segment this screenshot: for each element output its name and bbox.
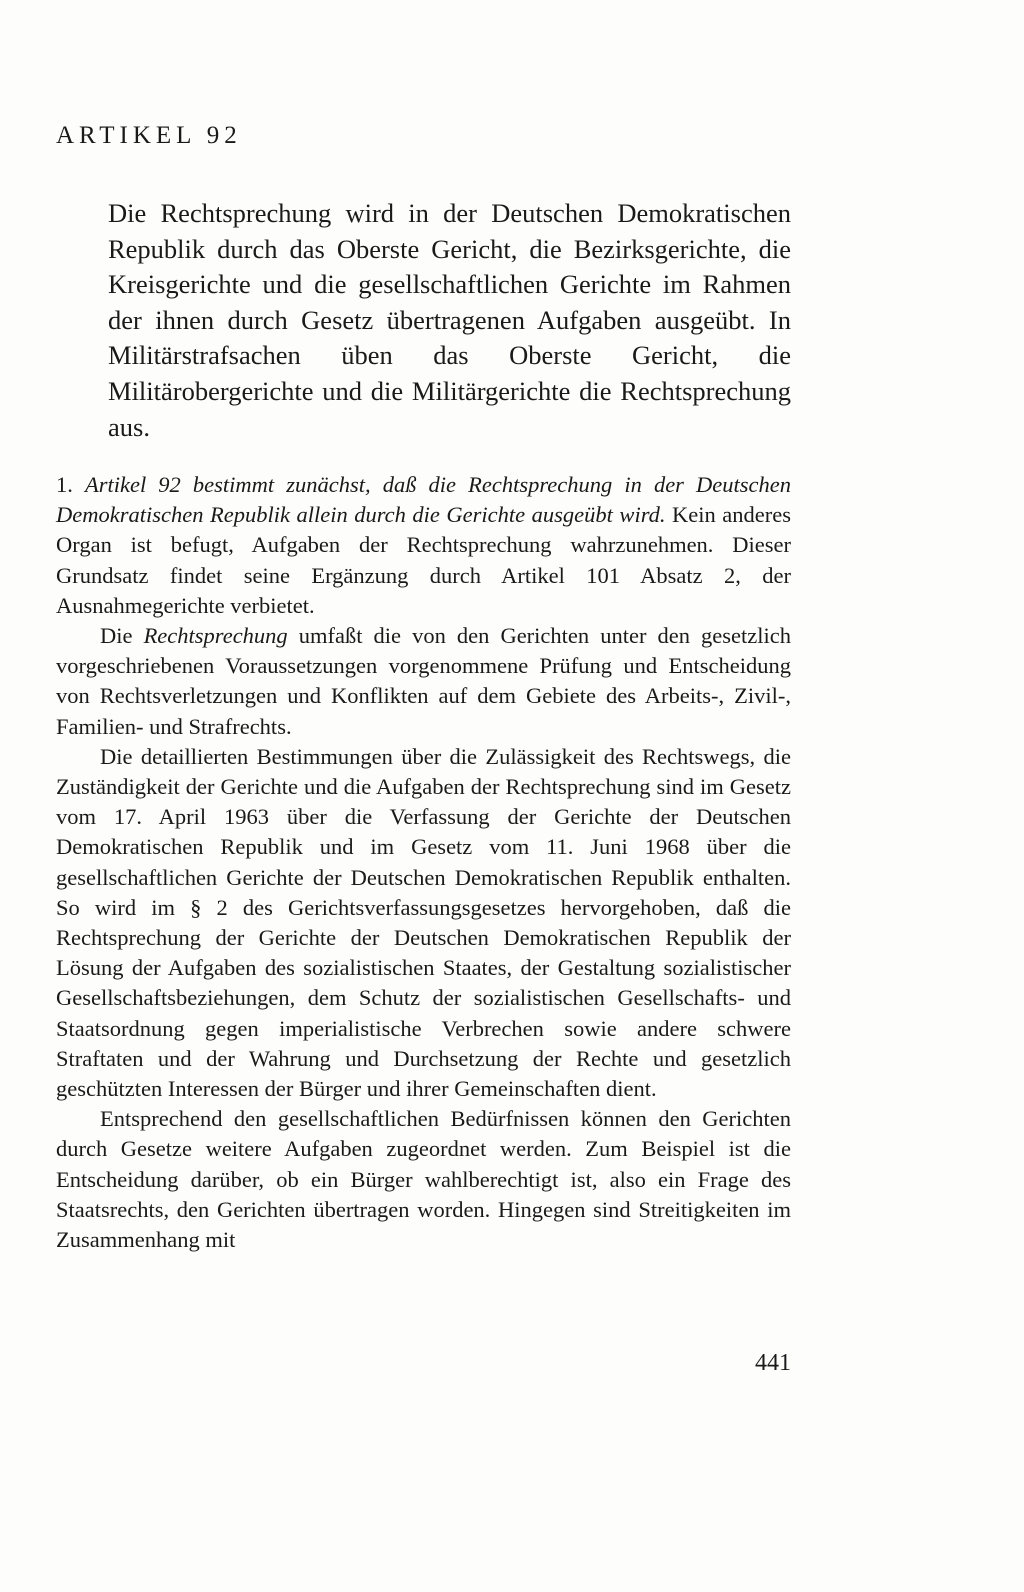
emphasized-text: Artikel 92 bestimmt zunächst, daß die Rechtsprechung in der Deutschen Demokratischen Republik allein durch die Gerichte ausgeübt wird. (56, 472, 792, 528)
paragraph-text: Die (100, 623, 133, 649)
paragraph-text: umfaßt die von den Gerichten unter den gesetzlich vorgeschriebenen Voraussetzungen vorgenommene Prüfung und Entscheidung von Rechtsverletzungen und Konflikten auf dem Gebiete des Arbeits-, Zivil-, Familien- und Strafrechts. (56, 623, 791, 739)
article-heading: ARTIKEL 92 (56, 122, 242, 149)
commentary-paragraph-2 (56, 621, 791, 742)
page-number: 441 (755, 1350, 791, 1376)
emphasized-text: Rechtsprechung (143, 623, 288, 649)
commentary-paragraph-3: Die detaillierten Bestimmungen über die Zulässigkeit des Rechtswegs, die Zuständigkeit der Gerichte und die Aufgaben der Rechtsprechung sind im Gesetz vom 17. April 1963 über die Verfassung der Gerichte der Deutschen Demokratischen Republik und im Gesetz vom 11. Juni 1968 über die gesellschaftlichen Gerichte der Deutschen Demokratischen Republik enthalten. So wird im § 2 des Gerichtsverfassungsgesetzes hervorgehoben, daß die Rechtsprechung der Gerichte der Deutschen Demokratischen Republik der Lösung der Aufgaben des sozialistischen Staates, der Gestaltung sozialistischer Gesellschaftsbeziehungen, dem Schutz der sozialistischen Gesellschafts- und Staatsordnung gegen imperialistische Verbrechen sowie andere schwere Straftaten und der Wahrung und Durchsetzung der Rechte und gesetzlich geschützten Interessen der Bürger und ihrer Gemeinschaften dient. (56, 743, 791, 1102)
commentary-paragraph-1 (56, 470, 791, 621)
article-body: Die Rechtsprechung wird in der Deutschen Demokratischen Republik durch das Oberste Gericht, die Bezirksgerichte, die Kreisgerichte und die gesellschaftlichen Gerichte im Rahmen der ihnen durch Gesetz übertragenen Aufgaben ausgeübt. In Militärstrafsachen üben das Oberste Gericht, die Militärobergerichte und die Militärgerichte die Rechtsprechung aus. (108, 198, 791, 442)
commentary-paragraph-4: Entsprechend den gesellschaftlichen Bedürfnissen können den Gerichten durch Gesetze weitere Aufgaben zugeordnet werden. Zum Beispiel ist die Entscheidung darüber, ob ein Bürger wahlberechtigt ist, also ein Frage des Staatsrechts, den Gerichten übertragen worden. Hingegen sind Streitigkeiten im Zusammenhang mit (56, 1106, 791, 1253)
paragraph-number: 1. (56, 472, 73, 497)
paragraph-text: Kein anderes Organ ist befugt, Aufgaben der Rechtsprechung wahrzunehmen. Dieser Grundsatz findet seine Ergänzung durch Artikel 101 Absatz 2, der Ausnahmegerichte verbietet. (56, 502, 791, 618)
commentary-section (56, 470, 791, 1255)
